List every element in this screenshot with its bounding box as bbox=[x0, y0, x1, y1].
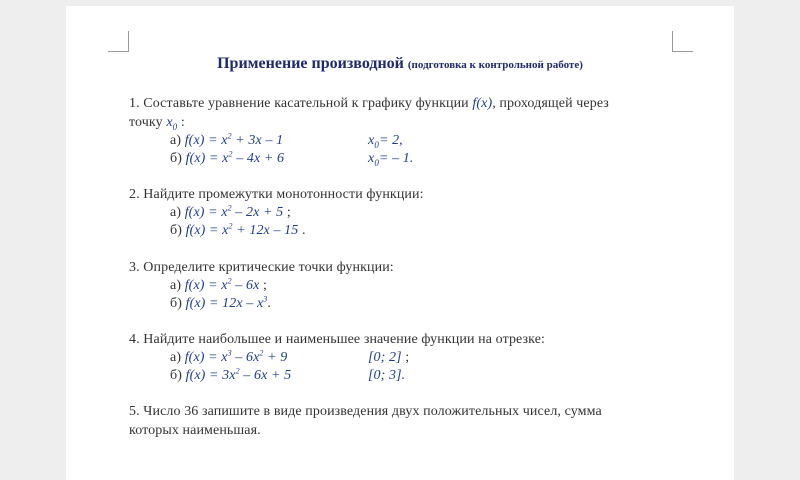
task3-b-formula: $f(x) = 12x - x^3$ bbox=[185, 294, 268, 311]
task4-b-formula: $f(x) = 3x^2 - 6x + 5$ bbox=[185, 366, 292, 383]
task2-item-b: б) $f(x) = x^2 + 12x - 15$ . bbox=[170, 221, 306, 238]
task2-b-formula: $f(x) = x^2 + 12x - 15$ bbox=[185, 221, 299, 238]
task1-a-formula: $f(x) = x^2 + 3x - 1$ bbox=[184, 131, 284, 148]
task4-b-interval: [0; 3]. bbox=[368, 368, 406, 383]
page-title bbox=[0, 55, 800, 73]
item-label: а) bbox=[170, 350, 185, 365]
title-main: Применение производной bbox=[217, 55, 404, 72]
task5-line2: которых наименьшая. bbox=[129, 423, 261, 438]
task1-text-a: 1. Составьте уравнение касательной к графику функции bbox=[129, 96, 473, 111]
item-label: б) bbox=[170, 151, 186, 166]
task1-line1 bbox=[129, 96, 609, 112]
item-label: а) bbox=[170, 278, 185, 293]
task4-item-a bbox=[170, 350, 287, 366]
item-label: а) bbox=[170, 205, 185, 220]
item-label: б) bbox=[170, 296, 186, 311]
task1-point-text: точку bbox=[129, 115, 167, 130]
task4-heading: 4. Найдите наибольшее и наименьшее значение функции на отрезке: bbox=[129, 332, 546, 347]
margin-corner-top-left bbox=[108, 31, 129, 52]
item-label: а) bbox=[170, 133, 185, 148]
task1-x0: x bbox=[166, 115, 173, 130]
task1-b-point: $x_0= - 1$. bbox=[368, 151, 414, 168]
task1-fx: f(x) bbox=[472, 96, 493, 111]
task1-item-a bbox=[170, 133, 283, 149]
margin-corner-top-right bbox=[672, 31, 693, 52]
title-subtitle: (подготовка к контрольной работе) bbox=[407, 59, 583, 71]
task3-item-b: б) $f(x) = 12x - x^3$. bbox=[170, 294, 272, 311]
task5-line1: 5. Число 36 запишите в виде произведения двух положительных чисел, сумма bbox=[129, 404, 602, 419]
task1-line2 bbox=[129, 115, 185, 131]
task1-b-formula: $f(x) = x^2 - 4x + 6$ bbox=[185, 149, 285, 166]
task2-heading: 2. Найдите промежутки монотонности функции: bbox=[129, 187, 424, 202]
task4-a-formula: $f(x) = x^3 - 6x^2 + 9$ bbox=[184, 348, 288, 365]
task4-item-b bbox=[170, 368, 291, 384]
task1-a-point: $x_0= 2$, bbox=[368, 133, 403, 150]
task4-a-interval: [0; 2] ; bbox=[368, 350, 410, 365]
task1-x0-sub: 0 bbox=[172, 121, 178, 132]
task3-a-formula: $f(x) = x^2 - 6x$ bbox=[184, 276, 260, 293]
task3-item-a: а) $f(x) = x^2 - 6x$ ; bbox=[170, 276, 267, 293]
task1-text-b: , проходящей через bbox=[492, 96, 609, 111]
task1-line2-end: : bbox=[177, 115, 185, 130]
item-label: б) bbox=[170, 223, 186, 238]
item-label: б) bbox=[170, 368, 186, 383]
task2-a-formula: $f(x) = x^2 - 2x + 5$ bbox=[184, 203, 284, 220]
task3-heading: 3. Определите критические точки функции: bbox=[129, 260, 394, 275]
task1-item-b bbox=[170, 151, 284, 167]
task2-item-a: а) $f(x) = x^2 - 2x + 5$ ; bbox=[170, 203, 291, 220]
